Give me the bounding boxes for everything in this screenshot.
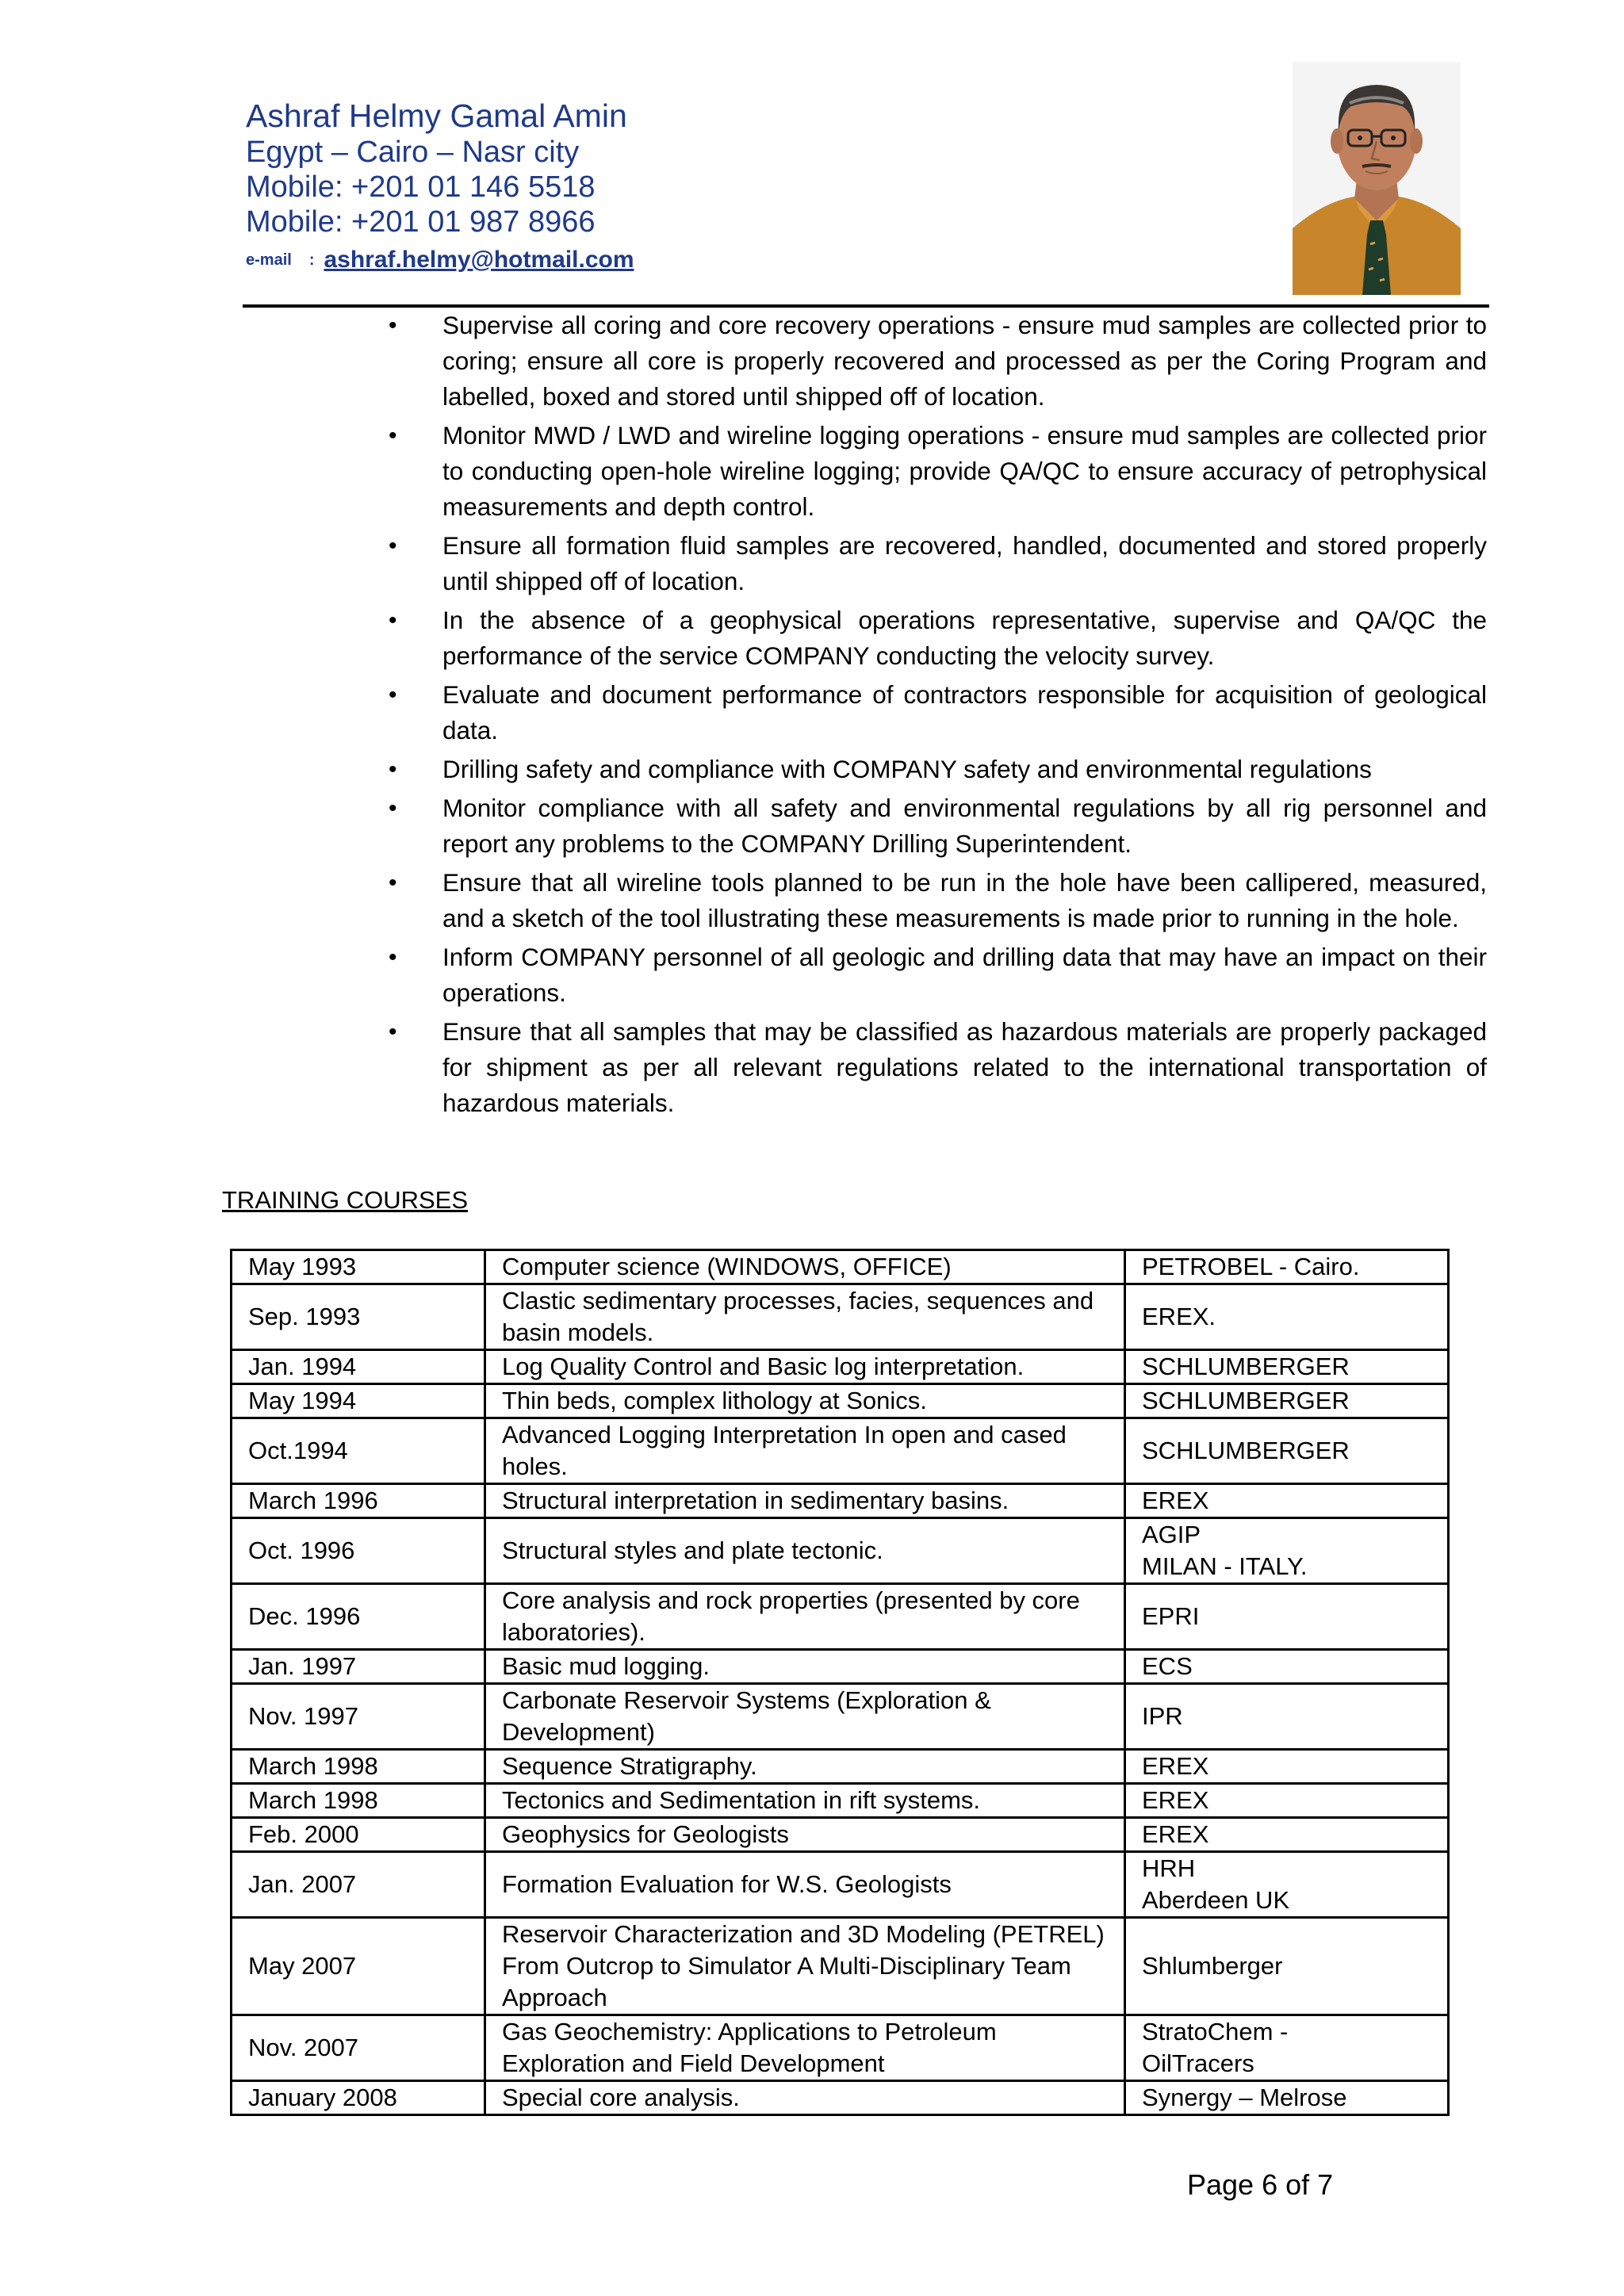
profile-photo — [1293, 62, 1461, 295]
list-item: • Supervise all coring and core recovery operations - ensure mud samples are collected prior to coring; ensure all core is properly recovered and processed as per the Coring Program and labelled, boxed and stored until shipped off of location. — [389, 308, 1487, 415]
table-row — [232, 1350, 1449, 1384]
page-number: Page 6 of 7 — [1187, 2168, 1334, 2201]
course-name: Thin beds, complex lithology at Sonics. — [485, 1384, 1125, 1418]
table-row — [232, 1750, 1449, 1784]
course-name: Special core analysis. — [485, 2081, 1125, 2115]
table-row — [232, 1684, 1449, 1750]
course-date: January 2008 — [232, 2081, 485, 2115]
table-row — [232, 1518, 1449, 1584]
course-date: Nov. 1997 — [232, 1684, 485, 1750]
table-row — [232, 1852, 1449, 1918]
responsibilities-list — [389, 308, 1487, 1124]
table-row — [232, 2015, 1449, 2081]
training-courses-table — [230, 1249, 1450, 2116]
location: Egypt – Cairo – Nasr city — [246, 136, 580, 169]
list-item: • Monitor compliance with all safety and environmental regulations by all rig personnel and report any problems to the COMPANY Drilling Superintendent. — [389, 790, 1487, 862]
table-row — [232, 1784, 1449, 1818]
course-date: Feb. 2000 — [232, 1818, 485, 1852]
course-provider: EREX — [1125, 1784, 1449, 1818]
course-provider: SCHLUMBERGER — [1125, 1350, 1449, 1384]
mobile-2: Mobile: +201 01 987 8966 — [246, 205, 596, 239]
course-date: Sep. 1993 — [232, 1284, 485, 1350]
table-row — [232, 1418, 1449, 1484]
course-provider: StratoChem - OilTracers — [1125, 2015, 1449, 2081]
list-item: • Monitor MWD / LWD and wireline logging operations - ensure mud samples are collected prior to conducting open-hole wireline logging; provide QA/QC to ensure accuracy of petrophysical measurements and depth control. — [389, 418, 1487, 525]
table-row — [232, 1384, 1449, 1418]
table-row — [232, 1584, 1449, 1650]
course-name: Tectonics and Sedimentation in rift systems. — [485, 1784, 1125, 1818]
course-name: Reservoir Characterization and 3D Modeling (PETREL) From Outcrop to Simulator A Multi-Disciplinary Team Approach — [485, 1918, 1125, 2015]
table-row — [232, 1250, 1449, 1284]
course-provider: PETROBEL - Cairo. — [1125, 1250, 1449, 1284]
table-row — [232, 2081, 1449, 2115]
course-date: May 2007 — [232, 1918, 485, 2015]
course-provider: EPRI — [1125, 1584, 1449, 1650]
list-item: • Inform COMPANY personnel of all geologic and drilling data that may have an impact on their operations. — [389, 939, 1487, 1011]
course-date: Jan. 2007 — [232, 1852, 485, 1918]
course-provider: EREX. — [1125, 1284, 1449, 1350]
list-item: • Ensure that all wireline tools planned to be run in the hole have been callipered, measured, and a sketch of the tool illustrating these measurements is made prior to running in the hole. — [389, 865, 1487, 936]
course-provider: Synergy – Melrose — [1125, 2081, 1449, 2115]
table-row — [232, 1818, 1449, 1852]
email-colon: : — [308, 251, 315, 269]
course-date: March 1996 — [232, 1484, 485, 1518]
course-date: May 1993 — [232, 1250, 485, 1284]
course-name: Formation Evaluation for W.S. Geologists — [485, 1852, 1125, 1918]
course-provider: SCHLUMBERGER — [1125, 1418, 1449, 1484]
email-row — [246, 241, 634, 277]
contact-header — [246, 97, 634, 277]
table-row — [232, 1918, 1449, 2015]
course-provider: ECS — [1125, 1650, 1449, 1684]
course-provider: EREX — [1125, 1750, 1449, 1784]
list-item: • Evaluate and document performance of contractors responsible for acquisition of geological data. — [389, 677, 1487, 748]
email-label: e-mail — [246, 251, 292, 269]
course-name: Carbonate Reservoir Systems (Exploration & Development) — [485, 1684, 1125, 1750]
course-date: Jan. 1994 — [232, 1350, 485, 1384]
course-date: Dec. 1996 — [232, 1584, 485, 1650]
course-name: Structural styles and plate tectonic. — [485, 1518, 1125, 1584]
list-item: • In the absence of a geophysical operations representative, supervise and QA/QC the performance of the service COMPANY conducting the velocity survey. — [389, 603, 1487, 674]
list-item: • Ensure that all samples that may be classified as hazardous materials are properly packaged for shipment as per all relevant regulations related to the international transportation of hazardous materials. — [389, 1014, 1487, 1121]
course-name: Log Quality Control and Basic log interpretation. — [485, 1350, 1125, 1384]
course-name: Gas Geochemistry: Applications to Petroleum Exploration and Field Development — [485, 2015, 1125, 2081]
training-courses-heading: TRAINING COURSES — [222, 1186, 469, 1214]
course-provider: IPR — [1125, 1684, 1449, 1750]
course-provider: EREX — [1125, 1818, 1449, 1852]
course-date: March 1998 — [232, 1750, 485, 1784]
candidate-name: Ashraf Helmy Gamal Amin — [246, 98, 627, 134]
course-name: Clastic sedimentary processes, facies, sequences and basin models. — [485, 1284, 1125, 1350]
list-item: • Ensure all formation fluid samples are recovered, handled, documented and stored properly until shipped off of location. — [389, 528, 1487, 599]
course-name: Advanced Logging Interpretation In open and cased holes. — [485, 1418, 1125, 1484]
course-provider: Shlumberger — [1125, 1918, 1449, 2015]
course-date: Jan. 1997 — [232, 1650, 485, 1684]
course-provider: EREX — [1125, 1484, 1449, 1518]
course-provider: HRH Aberdeen UK — [1125, 1852, 1449, 1918]
email-link[interactable]: ashraf.helmy@hotmail.com — [324, 246, 634, 273]
list-item: • Drilling safety and compliance with COMPANY safety and environmental regulations — [389, 752, 1487, 787]
course-name: Sequence Stratigraphy. — [485, 1750, 1125, 1784]
course-name: Core analysis and rock properties (presented by core laboratories). — [485, 1584, 1125, 1650]
course-name: Structural interpretation in sedimentary basins. — [485, 1484, 1125, 1518]
courses-table-body — [232, 1250, 1449, 2115]
course-date: May 1994 — [232, 1384, 485, 1418]
course-provider: AGIP MILAN - ITALY. — [1125, 1518, 1449, 1584]
course-name: Geophysics for Geologists — [485, 1818, 1125, 1852]
course-name: Computer science (WINDOWS, OFFICE) — [485, 1250, 1125, 1284]
table-row — [232, 1284, 1449, 1350]
table-row — [232, 1650, 1449, 1684]
course-name: Basic mud logging. — [485, 1650, 1125, 1684]
portrait-image — [1293, 62, 1461, 295]
mobile-1: Mobile: +201 01 146 5518 — [246, 170, 596, 204]
course-date: Nov. 2007 — [232, 2015, 485, 2081]
course-date: Oct.1994 — [232, 1418, 485, 1484]
course-date: Oct. 1996 — [232, 1518, 485, 1584]
course-provider: SCHLUMBERGER — [1125, 1384, 1449, 1418]
table-row — [232, 1484, 1449, 1518]
course-date: March 1998 — [232, 1784, 485, 1818]
